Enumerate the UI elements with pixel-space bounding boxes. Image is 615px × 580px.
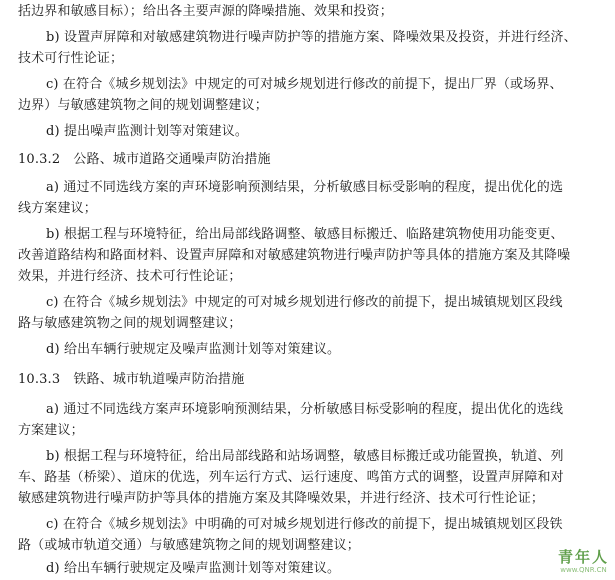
item-c-line-1: c) 在符合《城乡规划法》中规定的可对城乡规划进行修改的前提下，提出厂界（或场界、: [46, 77, 563, 92]
watermark-chinese: 青年人: [557, 548, 609, 566]
section-heading-10-3-3: 10.3.3 铁路、城市轨道噪声防治措施: [18, 372, 245, 387]
item-c-line-2: 边界）与敏感建筑物之间的规划调整建议；: [18, 98, 268, 113]
item-d-line: d) 给出车辆行驶规定及噪声监测计划等对策建议。: [46, 342, 341, 357]
item-b-line-2: 车、路基（桥梁）、道床的优选，列车运行方式、运行速度、鸣笛方式的调整，设置声屏障和对: [18, 470, 564, 485]
site-watermark: [558, 548, 609, 574]
item-c-line-1: c) 在符合《城乡规划法》中规定的可对城乡规划进行修改的前提下，提出城镇规划区段线: [46, 295, 563, 310]
item-b-line-3: 效果，并进行经济、技术可行性论证；: [18, 269, 242, 284]
item-b-line-2: 改善道路结构和路面材料、设置声屏障和对敏感建筑物进行噪声防护等具体的措施方案及其降噪: [18, 248, 571, 263]
watermark-site: www.QNR.CN: [560, 566, 607, 574]
item-d-line: d) 提出噪声监测计划等对策建议。: [46, 124, 249, 139]
item-b-line-1: b) 根据工程与环境特征，给出局部线路调整、敏感目标搬迁、临路建筑物使用功能变更、: [46, 227, 564, 242]
item-a-line-2: 方案建议；: [18, 423, 84, 438]
item-b-line-3: 敏感建筑物进行噪声防护等具体的措施方案及其降噪效果，并进行经济、技术可行性论证；: [18, 491, 545, 506]
item-a-line-1: a) 通过不同选线方案声环境影响预测结果，分析敏感目标受影响的程度，提出优化的选线: [46, 402, 564, 417]
item-c-line-2: 路（或城市轨道交通）与敏感建筑物之间的规划调整建议；: [18, 538, 360, 553]
text-line-continuation: 括边界和敏感目标）；给出各主要声源的降噪措施、效果和投资；: [18, 4, 393, 19]
item-c-line-1: c) 在符合《城乡规划法》中明确的可对城乡规划进行修改的前提下，提出城镇规划区段铁: [46, 517, 563, 532]
item-d-line: d) 给出车辆行驶规定及噪声监测计划等对策建议。: [46, 561, 341, 576]
item-b-line-1: b) 根据工程与环境特征，给出局部线路和站场调整，敏感目标搬迁或功能置换，轨道、列: [46, 449, 564, 464]
item-c-line-2: 路与敏感建筑物之间的规划调整建议；: [18, 316, 242, 331]
item-a-line-2: 线方案建议；: [18, 201, 97, 216]
item-b-line-1: b) 设置声屏障和对敏感建筑物进行噪声防护等的措施方案、降噪效果及投资，并进行经济、: [46, 30, 577, 45]
item-b-line-2: 技术可行性论证；: [18, 51, 124, 66]
item-a-line-1: a) 通过不同选线方案的声环境影响预测结果，分析敏感目标受影响的程度，提出优化的选: [46, 180, 564, 195]
section-heading-10-3-2: 10.3.2 公路、城市道路交通噪声防治措施: [18, 152, 271, 167]
